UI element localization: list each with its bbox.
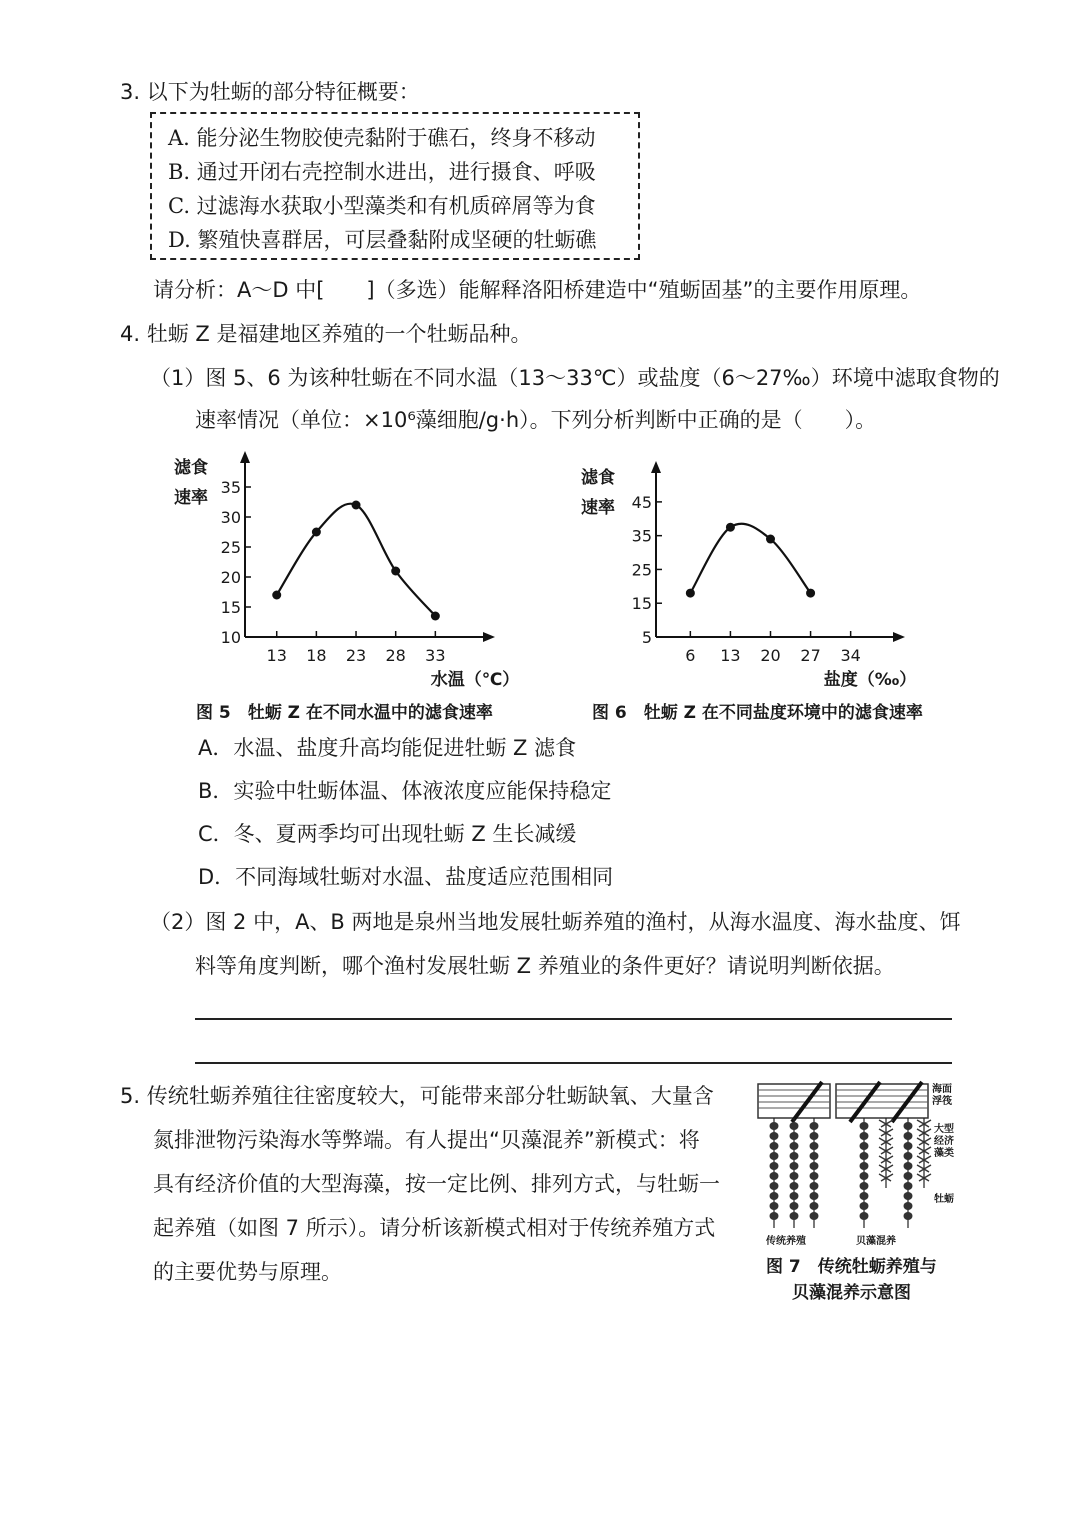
oyster-shell	[770, 1122, 779, 1130]
x-axis-label: 水温（℃）	[430, 670, 520, 690]
oyster-shell	[904, 1212, 913, 1220]
y-tick-label: 35	[220, 478, 241, 497]
oyster-shell	[904, 1142, 913, 1150]
x-tick-label: 34	[840, 646, 861, 665]
y-tick-label: 35	[631, 526, 652, 546]
oyster-shell	[860, 1182, 869, 1190]
oyster-shell	[770, 1152, 779, 1160]
q3-stem: 3. 以下为牡蛎的部分特征概要：	[120, 80, 420, 104]
q5-line-2: 氮排泄物污染海水等弊端。有人提出“贝藻混养”新模式：将	[153, 1128, 700, 1152]
y-tick-label: 25	[220, 538, 241, 557]
oyster-ropes	[770, 1118, 932, 1228]
oyster-shell	[790, 1152, 799, 1160]
oyster-shell	[904, 1182, 913, 1190]
oyster-shell	[770, 1192, 779, 1200]
y-tick-label: 5	[641, 628, 652, 647]
oyster-shell	[790, 1132, 799, 1140]
data-point	[726, 523, 735, 532]
oyster-shell	[860, 1122, 869, 1130]
x-axis-arrow	[483, 632, 495, 642]
oyster-shell	[790, 1202, 799, 1210]
y-tick-label: 25	[631, 560, 652, 580]
answer-line-1[interactable]	[195, 1018, 952, 1020]
data-point	[686, 589, 695, 598]
oyster-shell	[790, 1162, 799, 1170]
q3-option-b: B. 通过开闭右壳控制水进出，进行摄食、呼吸	[168, 160, 596, 184]
label-traditional: 传统养殖	[766, 1236, 806, 1247]
q5-line-5: 的主要优势与原理。	[153, 1260, 342, 1284]
oyster-shell	[904, 1172, 913, 1180]
data-point	[391, 567, 400, 576]
q3-option-c: C. 过滤海水获取小型藻类和有机质碎屑等为食	[168, 194, 596, 218]
oyster-shell	[904, 1202, 913, 1210]
x-tick-label: 33	[425, 646, 446, 665]
label-raft: 浮筏	[932, 1096, 952, 1107]
x-axis-label: 盐度（‰）	[823, 670, 917, 690]
q4-option-d: D．不同海域牡蛎对水温、盐度适应范围相同	[198, 865, 614, 889]
oyster-shell	[860, 1142, 869, 1150]
oyster-shell	[770, 1172, 779, 1180]
oyster-shell	[810, 1142, 819, 1150]
oyster-shell	[860, 1192, 869, 1200]
y-axis-label-line-2: 速率	[174, 488, 208, 508]
oyster-shell	[770, 1132, 779, 1140]
label-algae-2: 经济	[934, 1136, 954, 1147]
x-tick-label: 13	[266, 646, 287, 665]
oyster-shell	[810, 1132, 819, 1140]
data-point	[352, 501, 361, 510]
oyster-shell	[790, 1142, 799, 1150]
oyster-shell	[770, 1182, 779, 1190]
q4-stem: 4. 牡蛎 Z 是福建地区养殖的一个牡蛎品种。	[120, 322, 532, 346]
y-axis-arrow	[651, 461, 661, 473]
oyster-shell	[860, 1152, 869, 1160]
oyster-shell	[904, 1132, 913, 1140]
chart-figure-5	[165, 445, 525, 695]
figure-5-caption: 图 5 牡蛎 Z 在不同水温中的滤食速率	[196, 703, 493, 723]
q5-line-3: 具有经济价值的大型海藻，按一定比例、排列方式，与牡蛎一	[153, 1172, 720, 1196]
q3-option-a: A. 能分泌生物胶使壳黏附于礁石，终身不移动	[168, 126, 596, 150]
oyster-shell	[790, 1192, 799, 1200]
oyster-shell	[770, 1142, 779, 1150]
q4-option-c: C．冬、夏两季均可出现牡蛎 Z 生长减缓	[198, 822, 577, 846]
q4-sub1-line1: （1）图 5、6 为该种牡蛎在不同水温（13～33℃）或盐度（6～27‰）环境中滤取食物的	[150, 366, 1000, 390]
data-point	[766, 535, 775, 544]
y-axis-arrow	[240, 451, 250, 463]
oyster-shell	[860, 1172, 869, 1180]
x-tick-label: 27	[800, 646, 821, 665]
q4-option-a: A．水温、盐度升高均能促进牡蛎 Z 滤食	[198, 736, 577, 760]
oyster-shell	[810, 1162, 819, 1170]
q5-line-4: 起养殖（如图 7 所示）。请分析该新模式相对于传统养殖方式	[153, 1216, 716, 1240]
oyster-shell	[860, 1132, 869, 1140]
oyster-shell	[810, 1122, 819, 1130]
x-tick-label: 18	[306, 646, 327, 665]
data-point	[272, 591, 281, 600]
q3-question: 请分析：A～D 中[ ]（多选）能解释洛阳桥建造中“殖蛎固基”的主要作用原理。	[153, 278, 922, 302]
oyster-shell	[810, 1212, 819, 1220]
data-point	[431, 612, 440, 621]
float-raft-traditional	[758, 1082, 830, 1122]
oyster-shell	[860, 1162, 869, 1170]
data-point	[806, 589, 815, 598]
oyster-shell	[790, 1212, 799, 1220]
y-tick-label: 20	[220, 568, 241, 587]
oyster-shell	[860, 1212, 869, 1220]
q4-sub2-line1: （2）图 2 中，A、B 两地是泉州当地发展牡蛎养殖的渔村，从海水温度、海水盐度、饵	[150, 910, 961, 934]
q4-sub1-line2: 速率情况（单位：×10⁶藻细胞/g·h）。下列分析判断中正确的是（ ）。	[195, 408, 877, 432]
oyster-shell	[790, 1172, 799, 1180]
oyster-shell	[770, 1212, 779, 1220]
y-tick-label: 10	[220, 628, 241, 647]
oyster-shell	[810, 1192, 819, 1200]
oyster-shell	[810, 1202, 819, 1210]
figure-7-caption-1: 图 7 传统牡蛎养殖与	[766, 1257, 937, 1277]
oyster-shell	[770, 1202, 779, 1210]
oyster-shell	[860, 1202, 869, 1210]
figure-7-caption-2: 贝藻混养示意图	[792, 1283, 911, 1303]
x-tick-label: 23	[345, 646, 367, 665]
x-tick-label: 6	[685, 646, 696, 665]
oyster-shell	[904, 1122, 913, 1130]
series-line	[277, 504, 436, 616]
chart-figure-6	[570, 445, 950, 695]
q5-line-1: 5. 传统牡蛎养殖往往密度较大，可能带来部分牡蛎缺氧、大量含	[120, 1084, 714, 1108]
x-tick-label: 20	[760, 646, 781, 665]
y-tick-label: 15	[631, 594, 652, 614]
label-algae-3: 藻类	[934, 1148, 954, 1159]
x-tick-label: 28	[385, 646, 406, 665]
label-sea-surface: 海面	[932, 1084, 952, 1095]
oyster-shell	[904, 1152, 913, 1160]
figure-7-schematic	[752, 1078, 962, 1250]
oyster-shell	[810, 1182, 819, 1190]
q4-option-b: B．实验中牡蛎体温、体液浓度应能保持稳定	[198, 779, 612, 803]
answer-line-2[interactable]	[195, 1062, 952, 1064]
q4-sub2-line2: 料等角度判断，哪个渔村发展牡蛎 Z 养殖业的条件更好？请说明判断依据。	[195, 954, 895, 978]
y-tick-label: 30	[220, 508, 241, 527]
y-axis-label-line-1: 滤食	[174, 458, 208, 478]
figure-6-caption: 图 6 牡蛎 Z 在不同盐度环境中的滤食速率	[592, 703, 923, 723]
oyster-shell	[790, 1182, 799, 1190]
q3-option-d: D. 繁殖快喜群居，可层叠黏附成坚硬的牡蛎礁	[168, 228, 597, 252]
data-point	[312, 528, 321, 537]
oyster-shell	[790, 1122, 799, 1130]
y-axis-label-line-2: 速率	[581, 498, 615, 518]
series-line	[690, 524, 810, 593]
y-tick-label: 15	[220, 598, 241, 617]
oyster-shell	[904, 1162, 913, 1170]
oyster-shell	[810, 1172, 819, 1180]
float-raft-mixed	[836, 1082, 928, 1122]
label-mixed: 贝藻混养	[856, 1236, 896, 1247]
x-axis-arrow	[893, 632, 905, 642]
label-algae-1: 大型	[934, 1124, 954, 1135]
y-tick-label: 45	[631, 492, 652, 512]
oyster-shell	[904, 1192, 913, 1200]
y-axis-label-line-1: 滤食	[581, 468, 615, 488]
label-oyster: 牡蛎	[934, 1194, 954, 1205]
oyster-shell	[810, 1152, 819, 1160]
x-tick-label: 13	[720, 646, 741, 665]
oyster-shell	[770, 1162, 779, 1170]
